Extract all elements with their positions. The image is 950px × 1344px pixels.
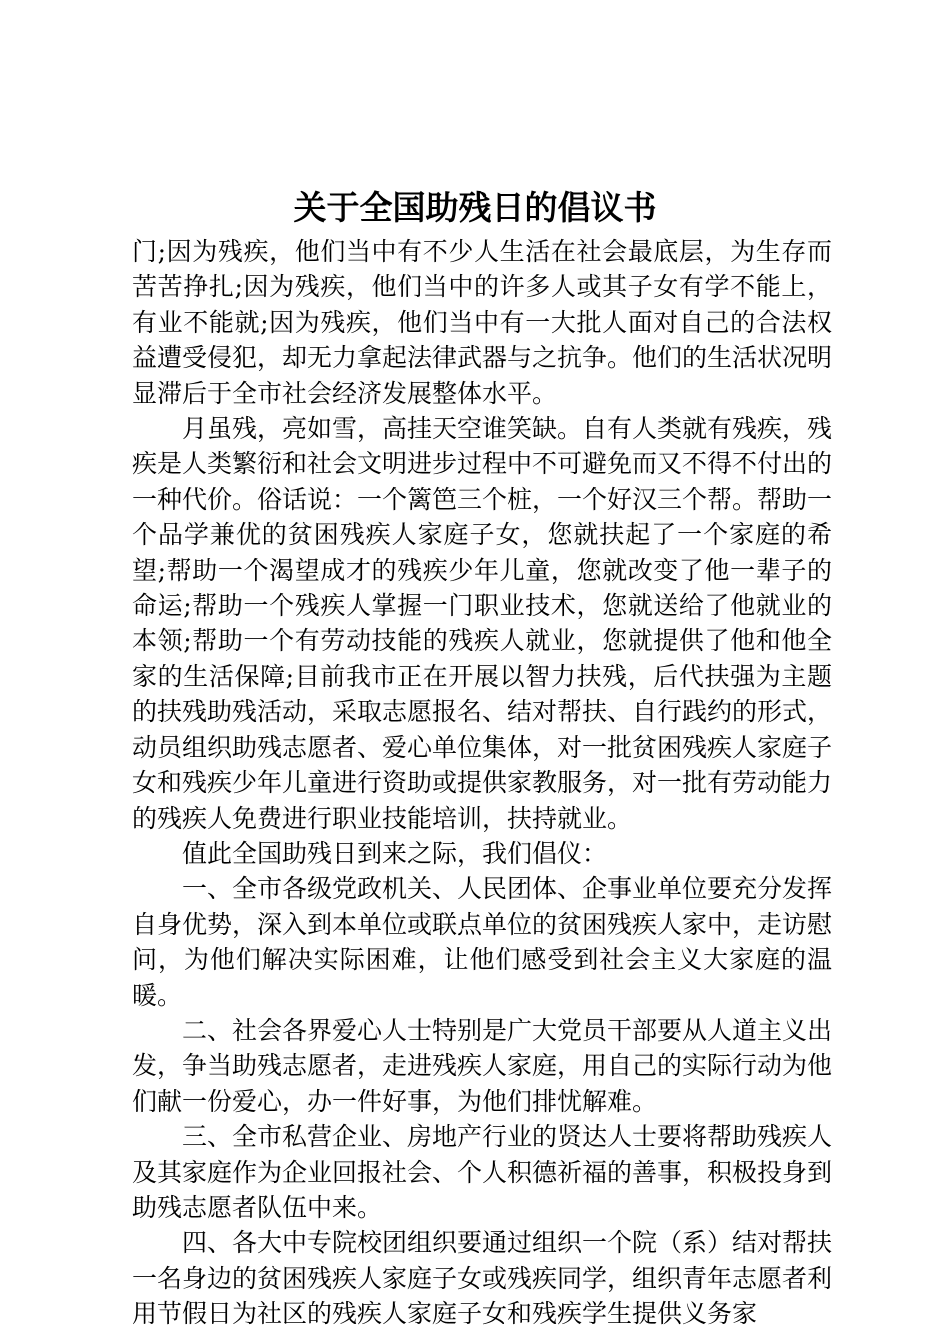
paragraph-5: 二、社会各界爱心人士特别是广大党员干部要从人道主义出发，争当助残志愿者，走进残疾人家庭，用自己的实际行动为他们献一份爱心，办一件好事，为他们排忧解难。 <box>132 1015 833 1116</box>
paragraph-3: 值此全国助残日到来之际，我们倡仪： <box>182 838 608 868</box>
document-title: 关于全国助残日的倡议书 <box>293 188 657 227</box>
document-body <box>132 234 832 1332</box>
paragraph-6: 三、全市私营企业、房地产行业的贤达人士要将帮助残疾人及其家庭作为企业回报社会、个人积德祈福的善事，积极投身到助残志愿者队伍中来。 <box>132 1122 833 1222</box>
paragraph-7: 四、各大中专院校团组织要通过组织一个院（系）结对帮扶一名身边的贫困残疾人家庭子女或残疾同学，组织青年志愿者利用节假日为社区的残疾人家庭子女和残疾学生提供义务家 <box>132 1228 833 1329</box>
paragraph-2: 月虽残，亮如雪，高挂天空谁笑缺。自有人类就有残疾，残疾是人类繁衍和社会文明进步过程中不可避免而又不得不付出的一种代价。俗话说：一个篱笆三个桩，一个好汉三个帮。帮助一个品学兼优的贫困残疾人家庭子女，您就扶起了一个家庭的希望;帮助一个渴望成才的残疾少年儿童，您就改变了他一辈子的命运;帮助一个残疾人掌握一门职业技术，您就送给了他就业的本领;帮助一个有劳动技能的残疾人就业，您就提供了他和他全家的生活保障;目前我市正在开展以智力扶残，后代扶强为主题的扶残助残活动，采取志愿报名、结对帮扶、自行践约的形式，动员组织助残志愿者、爱心单位集体，对一批贫困残疾人家庭子女和残疾少年儿童进行资助或提供家教服务，对一批有劳动能力的残疾人免费进行职业技能培训，扶持就业。 <box>132 414 833 833</box>
paragraph-1: 门;因为残疾，他们当中有不少人生活在社会最底层，为生存而苦苦挣扎;因为残疾，他们当中的许多人或其子女有学不能上，有业不能就;因为残疾，他们当中有一大批人面对自己的合法权益遭受侵犯，却无力拿起法律武器与之抗争。他们的生活状况明显滞后于全市社会经济发展整体水平。 <box>132 237 833 408</box>
paragraph-4: 一、全市各级党政机关、人民团体、企事业单位要充分发挥自身优势，深入到本单位或联点单位的贫困残疾人家中，走访慰问，为他们解决实际困难，让他们感受到社会主义大家庭的温暖。 <box>132 874 833 1010</box>
